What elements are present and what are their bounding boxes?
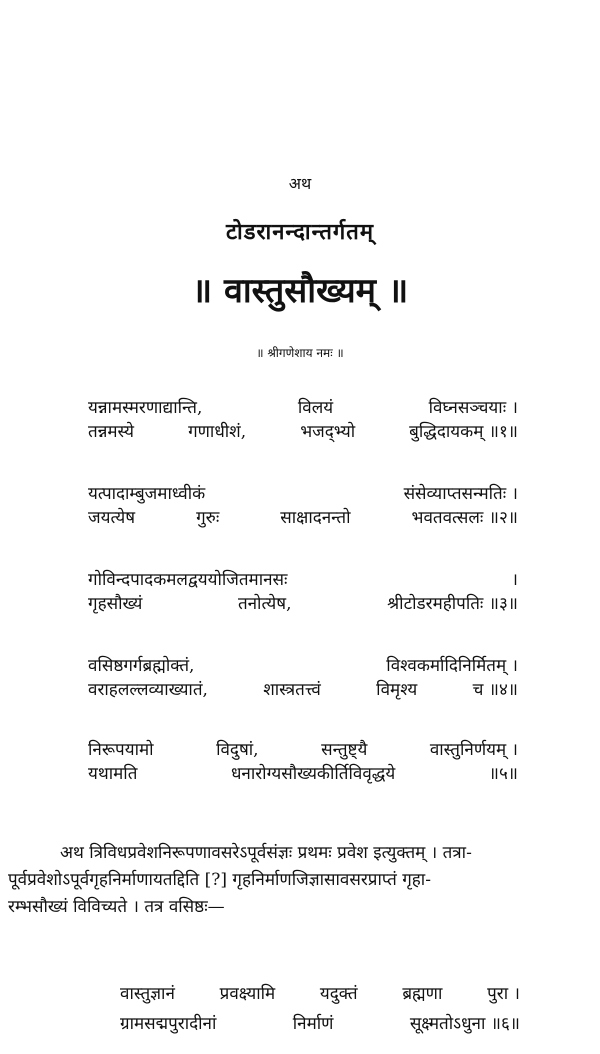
verse-line [88, 482, 518, 506]
verse-line [88, 762, 518, 786]
verse-word: गोविन्दपादकमलद्वययोजितमानसः [88, 570, 288, 590]
verse-word: । [511, 570, 518, 590]
verse-word: निरूपयामो [88, 740, 154, 760]
verse-word: ॥५॥ [488, 764, 518, 784]
verse-word: वास्तुनिर्णयम् । [429, 740, 518, 760]
verse-word: गणाधीशं, [188, 422, 247, 442]
verse-word: साक्षादनन्तो [280, 508, 351, 528]
page-title: ॥ वास्तुसौख्यम् ॥ [191, 271, 409, 311]
verse-word: विश्वकर्मादिनिर्मितम् । [386, 656, 518, 676]
verse-word: वास्तुज्ञानं [120, 984, 175, 1004]
verse-word: वराहलल्लव्याख्यातं, [88, 680, 208, 700]
prose-line: रम्भसौख्यं विविच्यते । तत्र वसिष्ठः— [8, 897, 225, 917]
verse-word: तनोत्येष, [237, 594, 292, 614]
quoted-verse [120, 982, 520, 1036]
verse-word: जयत्येष [88, 508, 136, 528]
verse-word: विदुषां, [216, 740, 259, 760]
prose-line: पूर्वप्रवेशोऽपूर्वगृहनिर्माणायतद्दिति [?] गृहनिर्माणजिज्ञासावसरप्राप्तं गृहा- [8, 870, 431, 890]
verse-word: निर्माणं [292, 1014, 334, 1034]
verse-line [120, 982, 520, 1006]
verse-word: बुद्धिदायकम् ॥१॥ [409, 422, 518, 442]
verse-word: भवतवत्सलः ॥२॥ [411, 508, 518, 528]
verse-word: विलयं [297, 398, 334, 418]
atha-heading: अथ [288, 174, 312, 193]
verse-line [88, 678, 518, 702]
verse-word: शास्त्रतत्त्वं [263, 680, 321, 700]
subtitle: टोडरानन्दान्तर्गतम् [225, 219, 375, 245]
verse-1 [88, 396, 518, 444]
verse-5 [88, 738, 518, 786]
prose-line: अथ त्रिविधप्रवेशनिरूपणावसरेऽपूर्वसंज्ञः प्रथमः प्रवेश इत्युक्तम् । तत्रा- [60, 843, 472, 863]
verse-word: वसिष्ठगर्गब्रह्मोक्तं, [88, 656, 195, 676]
verse-word: च ॥४॥ [472, 680, 518, 700]
verse-word: यदुक्तं [319, 984, 358, 1004]
verse-word: ग्रामसद्मपुरादीनां [120, 1014, 217, 1034]
invocation: ॥ श्रीगणेशाय नमः ॥ [256, 346, 344, 360]
verse-word: यन्नामस्मरणाद्यान्ति, [88, 398, 203, 418]
prose-paragraph [8, 840, 600, 921]
verse-word: गृहसौख्यं [88, 594, 143, 614]
verse-line [88, 654, 518, 678]
verse-4 [88, 654, 518, 702]
verse-line [88, 506, 518, 530]
verse-word: सन्तुष्ट्यै [321, 740, 368, 760]
verse-word: ब्रह्मणा [402, 984, 443, 1004]
verse-line [88, 568, 518, 592]
verse-line [88, 738, 518, 762]
verse-word: गुरुः [196, 508, 220, 528]
verse-line [88, 592, 518, 616]
verse-line [88, 396, 518, 420]
verse-word: संसेव्याप्तसन्मतिः । [403, 484, 518, 504]
verse-word: यत्पादाम्बुजमाध्वीकं [88, 484, 206, 504]
verse-word: पुरा । [487, 984, 520, 1004]
verse-word: यथामति [88, 764, 138, 784]
verse-line [88, 420, 518, 444]
verse-line [120, 1012, 520, 1036]
verse-word: तन्नमस्ये [88, 422, 135, 442]
verse-word: श्रीटोडरमहीपतिः ॥३॥ [387, 594, 518, 614]
verse-word: प्रवक्ष्यामि [219, 984, 276, 1004]
verse-word: सूक्ष्मतोऽधुना ॥६॥ [409, 1014, 520, 1034]
verse-word: विघ्नसञ्चयाः । [428, 398, 518, 418]
verse-3 [88, 568, 518, 616]
verse-2 [88, 482, 518, 530]
verse-word: धनारोग्यसौख्यकीर्तिविवृद्धये [230, 764, 396, 784]
verse-word: भजद्भ्यो [300, 422, 356, 442]
verse-word: विमृश्य [376, 680, 418, 700]
